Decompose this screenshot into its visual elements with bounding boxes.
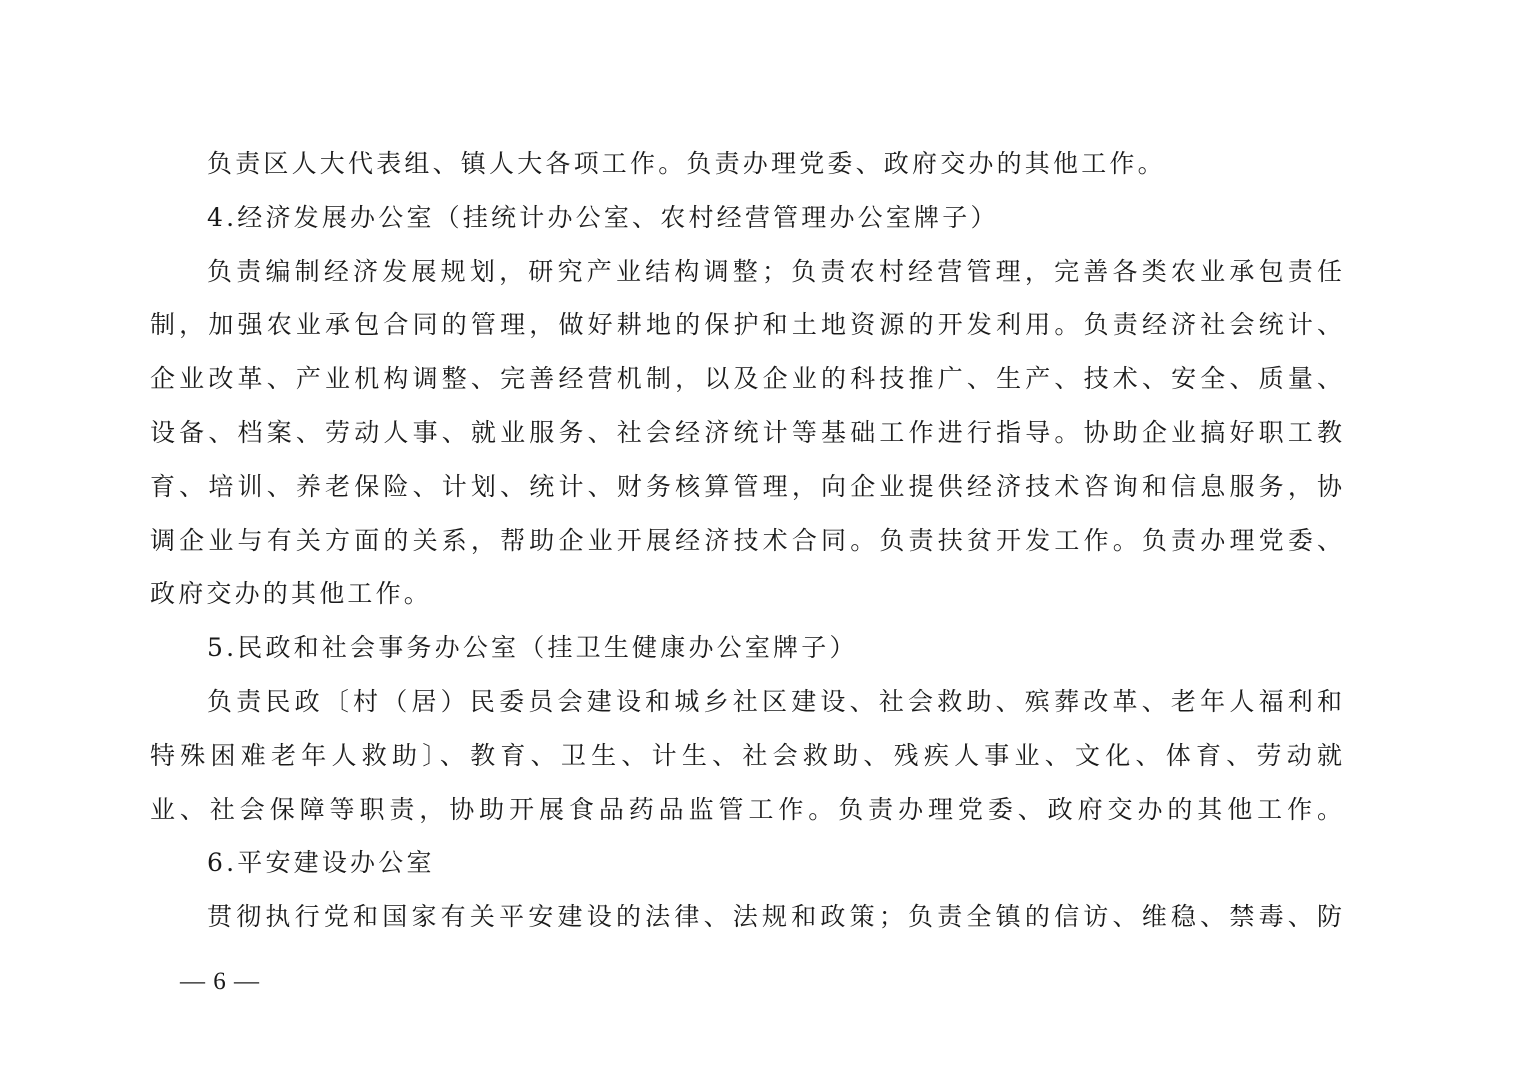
body-line: 企业改革、产业机构调整、完善经营机制，以及企业的科技推广、生产、技术、安全、质量、 bbox=[150, 364, 1342, 394]
body-line: 政府交办的其他工作。 bbox=[150, 579, 433, 609]
page-number: — 6 — bbox=[180, 968, 260, 995]
section-heading-6: 6.平安建设办公室 bbox=[207, 848, 435, 878]
body-line: 特殊困难老年人救助〕、教育、卫生、计生、社会救助、残疾人事业、文化、体育、劳动就 bbox=[150, 740, 1342, 770]
body-line: 育、培训、养老保险、计划、统计、财务核算管理，向企业提供经济技术咨询和信息服务，协 bbox=[150, 471, 1342, 501]
document-body bbox=[150, 137, 1342, 944]
body-line: 贯彻执行党和国家有关平安建设的法律、法规和政策；负责全镇的信访、维稳、禁毒、防 bbox=[207, 902, 1342, 932]
section-heading-5: 5.民政和社会事务办公室（挂卫生健康办公室牌子） bbox=[207, 633, 858, 663]
body-line: 调企业与有关方面的关系，帮助企业开展经济技术合同。负责扶贫开发工作。负责办理党委、 bbox=[150, 525, 1342, 555]
body-line: 负责编制经济发展规划，研究产业结构调整；负责农村经营管理，完善各类农业承包责任 bbox=[207, 256, 1342, 286]
section-heading-4: 4.经济发展办公室（挂统计办公室、农村经营管理办公室牌子） bbox=[207, 202, 999, 232]
body-line: 制，加强农业承包合同的管理，做好耕地的保护和土地资源的开发利用。负责经济社会统计、 bbox=[150, 310, 1342, 340]
body-line: 业、社会保障等职责，协助开展食品药品监管工作。负责办理党委、政府交办的其他工作。 bbox=[150, 794, 1342, 824]
body-line: 设备、档案、劳动人事、就业服务、社会经济统计等基础工作进行指导。协助企业搞好职工教 bbox=[150, 417, 1342, 447]
body-line: 负责民政〔村（居）民委员会建设和城乡社区建设、社会救助、殡葬改革、老年人福利和 bbox=[207, 686, 1342, 716]
body-line: 负责区人大代表组、镇人大各项工作。负责办理党委、政府交办的其他工作。 bbox=[207, 149, 1166, 178]
